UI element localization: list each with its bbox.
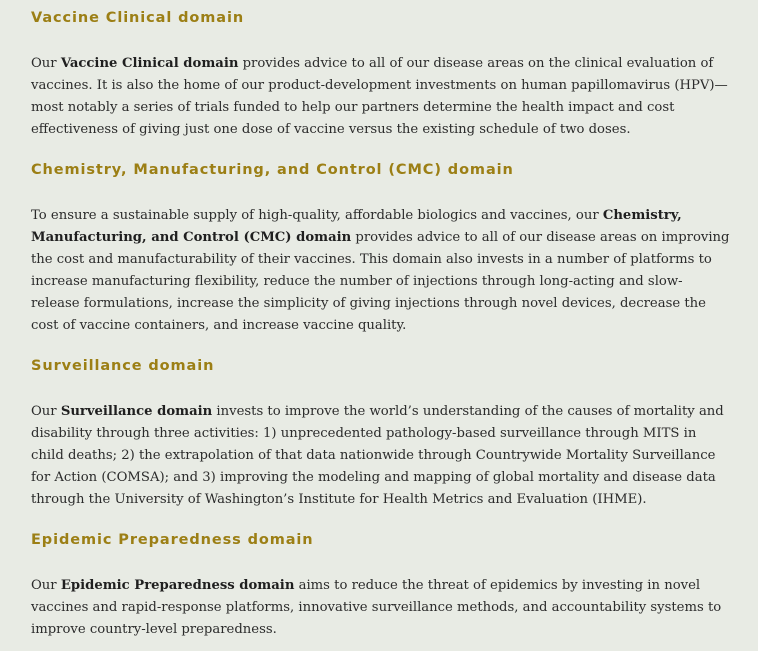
section-surveillance [31,357,731,507]
section-heading: Vaccine Clinical domain [31,10,245,26]
paragraph-bold-term: Epidemic Preparedness domain [60,578,295,593]
section-paragraph [31,53,731,141]
section-epidemic-preparedness [31,531,731,637]
paragraph-text: provides advice to all of our disease areas on the clinical evaluation of vaccines. It is also the home of our product-development investments on human papillomavirus (HPV)—most notably a series of trials funded to help our partners determine the health impact and cost effectiveness of giving just one dose of vaccine versus the existing schedule of two doses. [31,56,728,137]
section-cmc [31,161,731,333]
paragraph-text: Our [31,578,61,593]
section-heading: Chemistry, Manufacturing, and Control (CMC) domain [31,162,514,178]
section-paragraph [31,575,731,641]
paragraph-bold-term: Surveillance domain [60,404,213,419]
paragraph-text: Our [31,404,61,419]
paragraph-text: aims to reduce the threat of epidemics by investing in novel vaccines and rapid-response platforms, innovative surveillance methods, and accountability systems to improve country-level preparedness. [31,578,722,637]
paragraph-bold-term: Vaccine Clinical domain [60,56,239,71]
section-paragraph [31,401,731,511]
paragraph-text: To ensure a sustainable supply of high-quality, affordable biologics and vaccines, our [31,208,603,223]
paragraph-text: invests to improve the world’s understanding of the causes of mortality and disability through three activities: 1) unprecedented pathology-based surveillance through MITS in child deaths; 2) the extrapolation of that data nationwide through Countrywide Mortality Surveillance for Action (COMSA); and 3) improving the modeling and mapping of global mortality and disease data through the University of Washington’s Institute for Health Metrics and Evaluation (IHME). [31,404,724,507]
paragraph-text: provides advice to all of our disease areas on improving the cost and manufacturability of their vaccines. This domain also invests in a number of platforms to increase manufacturing flexibility, reduce the number of injections through long-acting and slow-release formulations, increase the simplicity of giving injections through novel devices, decrease the cost of vaccine containers, and increase vaccine quality. [31,230,730,333]
section-heading: Surveillance domain [31,358,215,374]
paragraph-bold-term: Chemistry, Manufacturing, and Control (CMC) domain [31,208,682,245]
section-heading: Epidemic Preparedness domain [31,532,314,548]
section-vaccine-clinical [31,9,731,137]
section-paragraph [31,205,731,337]
paragraph-text: Our [31,56,61,71]
